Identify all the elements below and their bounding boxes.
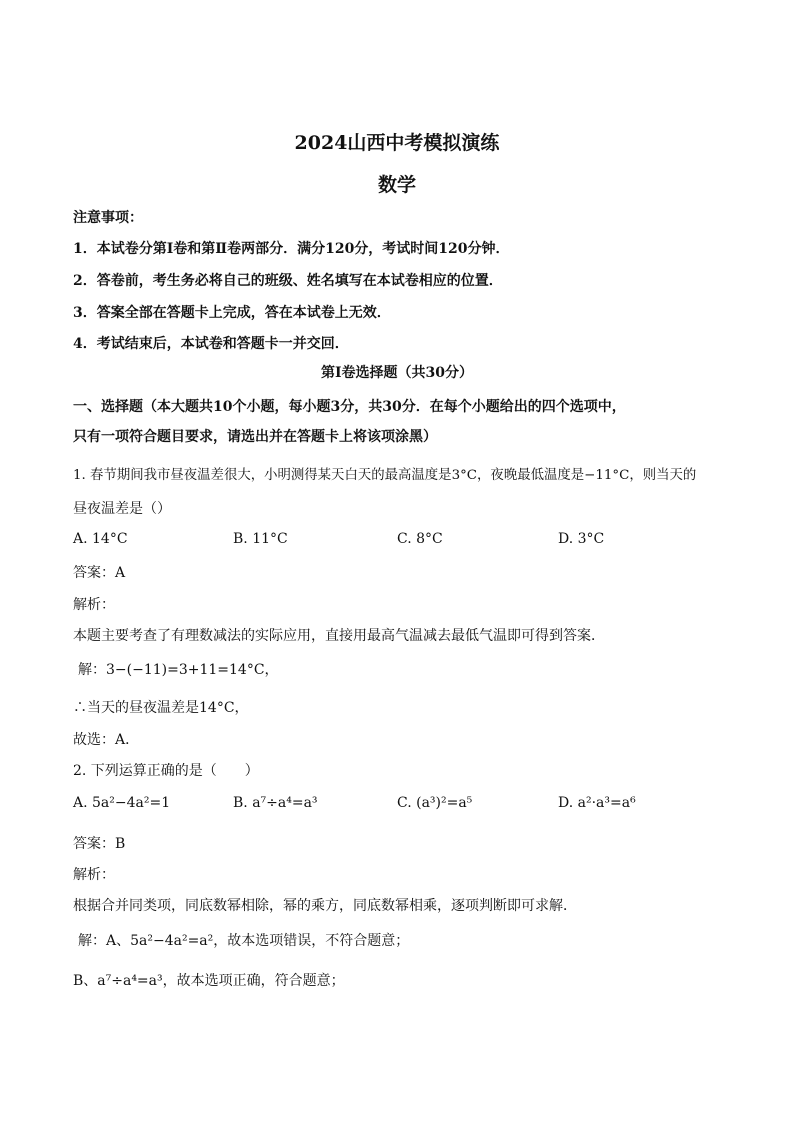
section-instructions-line1: 一、选择题（本大题共10个小题，每小题3分，共30分．在每个小题给出的四个选项中， (73, 399, 626, 415)
notice-item-3: 3．答案全部在答题卡上完成，答在本试卷上无效． (73, 305, 391, 321)
notice-item-1: 1．本试卷分第Ⅰ卷和第Ⅱ卷两部分．满分120分，考试时间120分钟． (73, 241, 510, 257)
q2-solution-b: B、a⁷÷a⁴=a³，故本选项正确，符合题意； (73, 973, 345, 989)
exam-title: 2024山西中考模拟演练 (294, 132, 500, 154)
q2-solution-a: 解：A、5a²−4a²=a²，故本选项错误，不符合题意； (78, 933, 410, 949)
q1-conclusion: ∴当天的昼夜温差是14°C， (73, 700, 249, 716)
q2-analysis: 根据合并同类项，同底数幂相除，幂的乘方，同底数幂相乘，逐项判断即可求解． (73, 898, 577, 914)
part1-heading: 第Ⅰ卷选择题（共30分） (320, 365, 474, 381)
q1-option-b: B. 11°C (233, 531, 288, 547)
exam-subject: 数学 (377, 174, 416, 196)
q1-analysis: 本题主要考查了有理数减法的实际应用，直接用最高气温减去最低气温即可得到答案． (73, 628, 605, 644)
q1-choice: 故选：A． (73, 732, 140, 748)
q1-solution: 解：3−(−11)=3+11=14°C， (78, 662, 279, 678)
q2-stem: 2. 下列运算正确的是（ ） (73, 763, 259, 779)
q2-option-a: A. 5a²−4a²=1 (73, 795, 171, 811)
q1-option-a: A. 14°C (73, 531, 128, 547)
q1-option-c: C. 8°C (397, 531, 443, 547)
q2-option-b: B. a⁷÷a⁴=a³ (233, 795, 318, 811)
q1-answer: 答案：A (73, 565, 126, 581)
notice-item-2: 2．答卷前，考生务必将自己的班级、姓名填写在本试卷相应的位置． (73, 273, 503, 289)
q2-answer: 答案：B (73, 836, 126, 852)
q1-stem-line2: 昼夜温差是（） (73, 501, 171, 517)
notice-heading: 注意事项： (73, 210, 143, 226)
section-instructions-line2: 只有一项符合题目要求，请选出并在答题卡上将该项涂黑） (73, 429, 437, 445)
q2-option-d: D. a²·a³=a⁶ (558, 795, 636, 811)
notice-item-4: 4．考试结束后，本试卷和答题卡一并交回． (73, 336, 349, 352)
q1-analysis-label: 解析： (73, 597, 115, 613)
q2-option-c: C. (a³)²=a⁵ (397, 795, 473, 811)
q1-stem-line1: 1. 春节期间我市昼夜温差很大，小明测得某天白天的最高温度是3°C，夜晚最低温度是−11°C，则当天的 (73, 468, 697, 483)
q2-analysis-label: 解析： (73, 867, 115, 883)
q1-option-d: D. 3°C (558, 531, 605, 547)
